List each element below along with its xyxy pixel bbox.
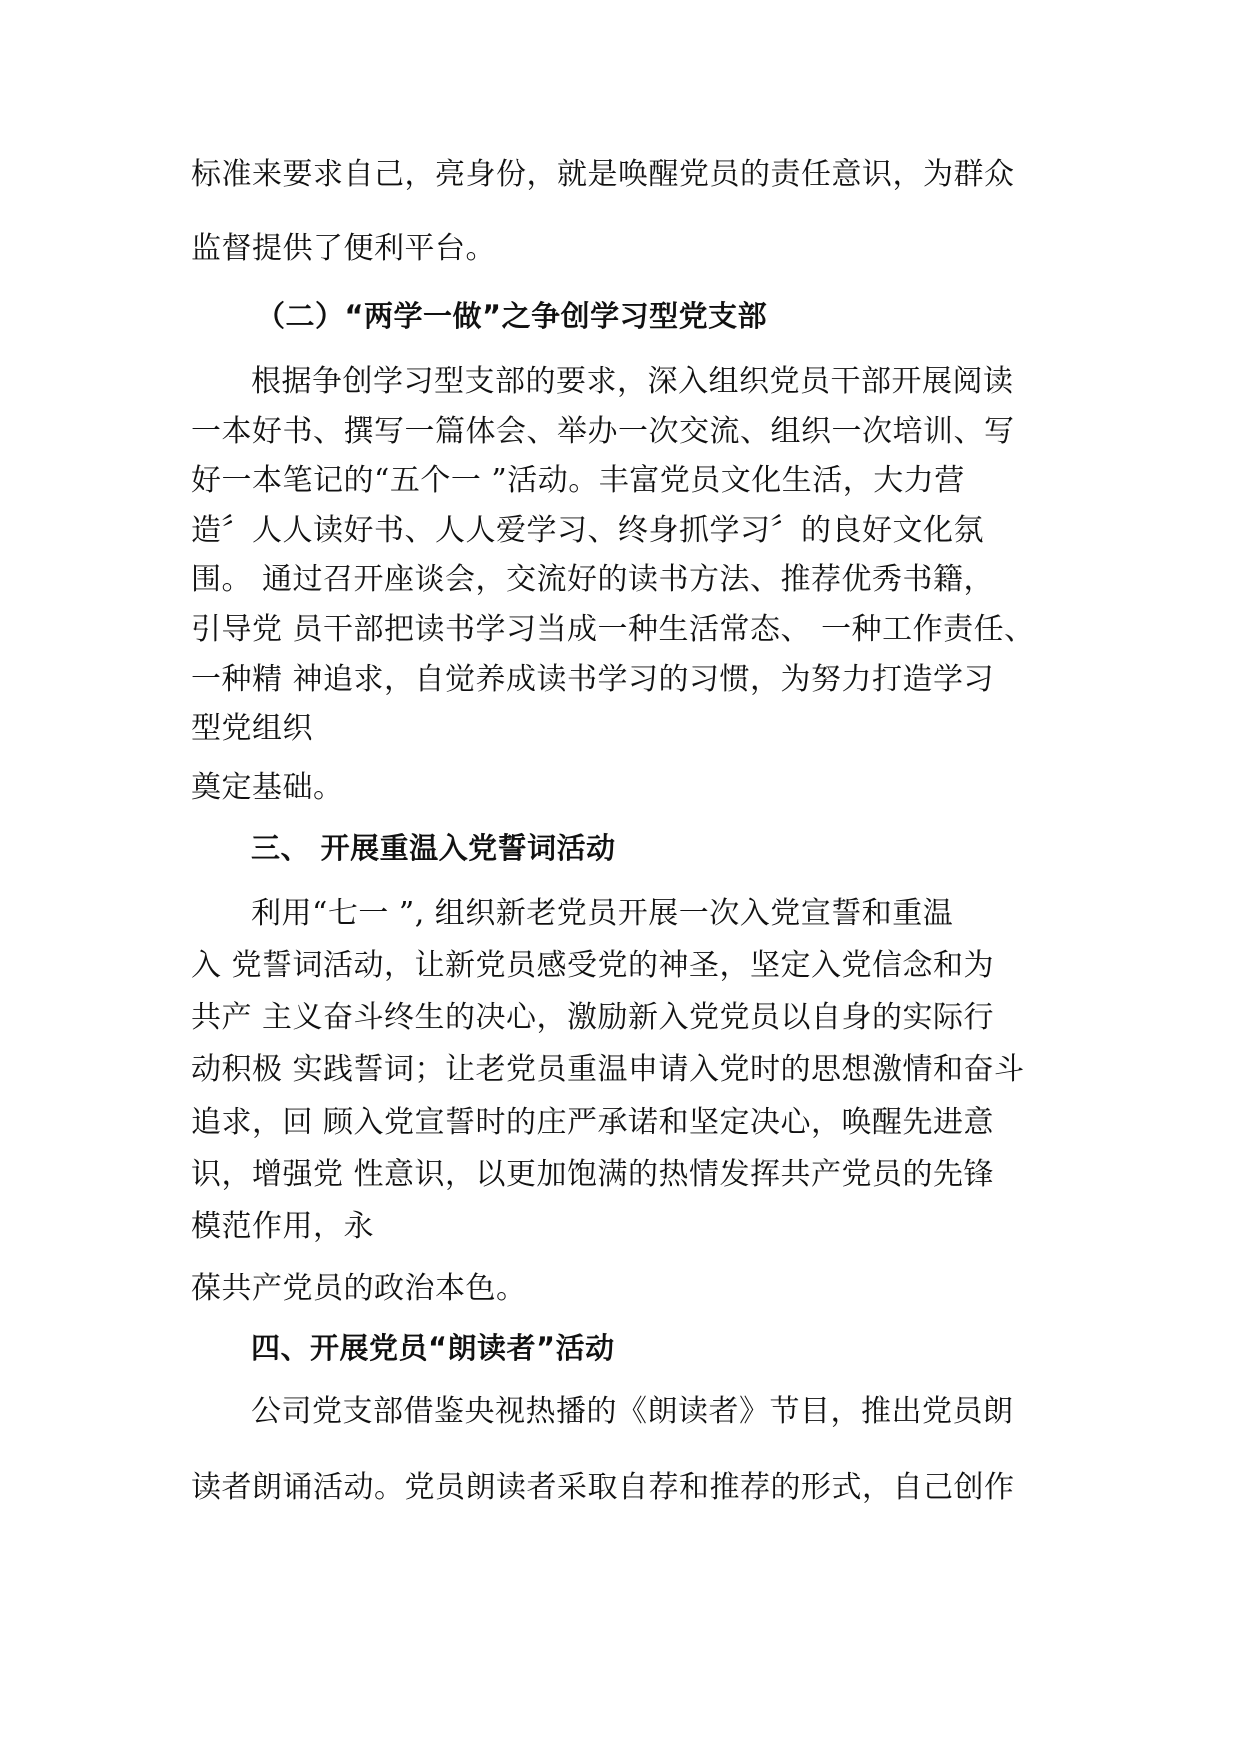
paragraph-line: 读者朗诵活动。党员朗读者采取自荐和推荐的形式，自己创作 (191, 1470, 1015, 1505)
paragraph-line: 入 党誓词活动，让新党员感受党的神圣，坚定入党信念和为 (191, 948, 995, 983)
paragraph-line: 模范作用，永 (191, 1209, 374, 1244)
paragraph-line: 动积极 实践誓词；让老党员重温申请入党时的思想激情和奋斗 (191, 1052, 1025, 1087)
paragraph-line: 监督提供了便利平台。 (191, 231, 496, 266)
paragraph-line: 追求，回 顾入党宣誓时的庄严承诺和坚定决心，唤醒先进意 (191, 1105, 995, 1140)
section-heading-3: 三、 开展重温入党誓词活动 (251, 831, 616, 865)
paragraph-line: 根据争创学习型支部的要求，深入组织党员干部开展阅读 (251, 364, 1014, 399)
paragraph-line: 引导党 员干部把读书学习当成一种生活常态、 一种工作责任、 (191, 612, 1035, 647)
paragraph-line: 好一本笔记的“五个一 ”活动。丰富党员文化生活，大力营 (191, 463, 965, 498)
paragraph-line: 葆共产党员的政治本色。 (191, 1271, 527, 1306)
section-heading-2: （二）“两学一做”之争创学习型党支部 (256, 299, 768, 333)
paragraph-line: 利用“七一 ”, 组织新老党员开展一次入党宣誓和重温 (251, 896, 954, 931)
paragraph-line: 一种精 神追求，自觉养成读书学习的习惯，为努力打造学习 (191, 662, 995, 697)
paragraph-line: 奠定基础。 (191, 770, 344, 805)
paragraph-line: 型党组织 (191, 711, 313, 746)
section-heading-4: 四、开展党员“朗读者”活动 (251, 1331, 615, 1365)
paragraph-line: 一本好书、撰写一篇体会、举办一次交流、组织一次培训、写 (191, 414, 1015, 449)
paragraph-line: 围。 通过召开座谈会，交流好的读书方法、推荐优秀书籍， (191, 562, 995, 597)
paragraph-line: 公司党支部借鉴央视热播的《朗读者》节目，推出党员朗 (251, 1394, 1014, 1429)
paragraph-line: 识，增强党 性意识，以更加饱满的热情发挥共产党员的先锋 (191, 1157, 995, 1192)
paragraph-line: 造〞人人读好书、人人爱学习、终身抓学习〞的良好文化氛 (191, 513, 984, 548)
paragraph-line: 共产 主义奋斗终生的决心，激励新入党党员以自身的实际行 (191, 1000, 995, 1035)
paragraph-line: 标准来要求自己，亮身份，就是唤醒党员的责任意识，为群众 (191, 157, 1015, 192)
